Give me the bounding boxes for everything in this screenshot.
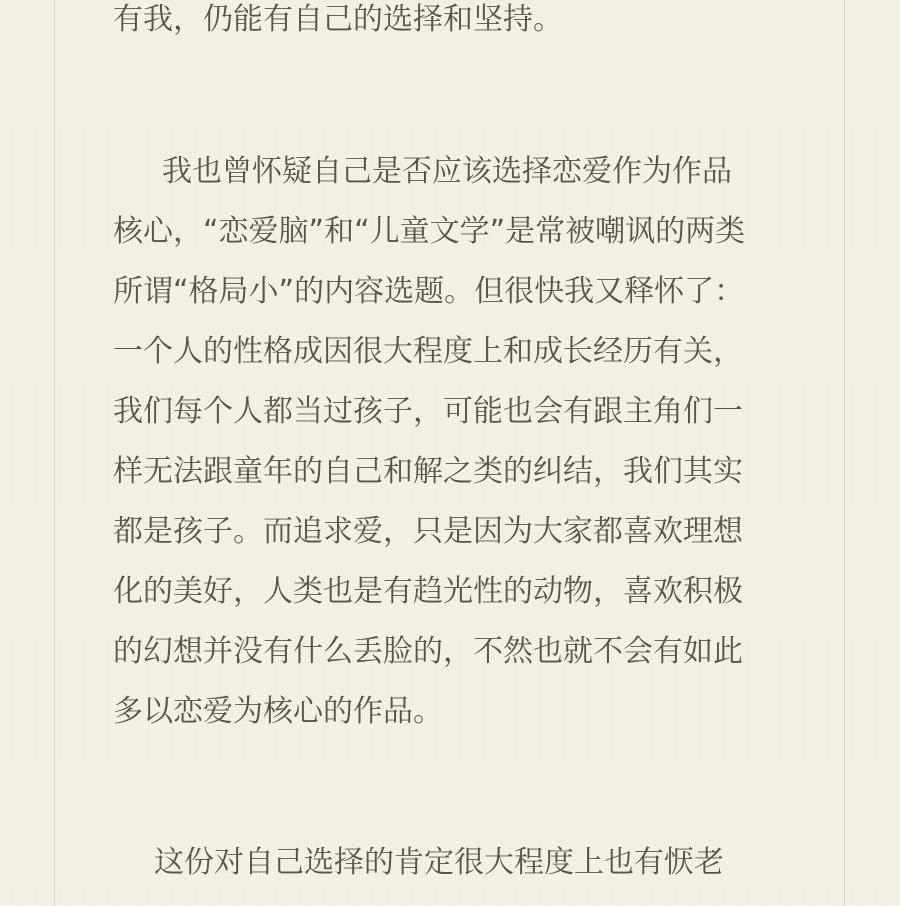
left-margin-line xyxy=(54,0,55,906)
paragraph-line: 有我，仍能有自己的选择和坚持。 xyxy=(113,2,563,37)
top-paragraph xyxy=(113,0,803,50)
paragraph-line: 多以恋爱为核心的作品。 xyxy=(113,694,443,729)
paragraph-line: 这份对自己选择的肯定很大程度上也有恹老 xyxy=(154,845,724,880)
paragraph-line: 都是孩子。而追求爱，只是因为大家都喜欢理想 xyxy=(113,514,743,549)
right-margin-line xyxy=(844,0,845,906)
bottom-paragraph xyxy=(113,833,803,893)
paragraph-line: 核心，“恋爱脑”和“儿童文学”是常被嘲讽的两类 xyxy=(113,214,746,249)
paragraph-line: 的幻想并没有什么丢脸的，不然也就不会有如此 xyxy=(113,634,743,669)
main-paragraph xyxy=(113,142,803,742)
paragraph-line: 样无法跟童年的自己和解之类的纠结，我们其实 xyxy=(113,454,743,489)
paragraph-line: 所谓“格局小”的内容选题。但很快我又释怀了： xyxy=(113,274,745,309)
paragraph-line: 一个人的性格成因很大程度上和成长经历有关， xyxy=(113,334,743,369)
paragraph-line: 我们每个人都当过孩子，可能也会有跟主角们一 xyxy=(113,394,743,429)
paragraph-line: 化的美好，人类也是有趋光性的动物，喜欢积极 xyxy=(113,574,743,609)
paragraph-line: 我也曾怀疑自己是否应该选择恋爱作为作品 xyxy=(162,154,732,189)
